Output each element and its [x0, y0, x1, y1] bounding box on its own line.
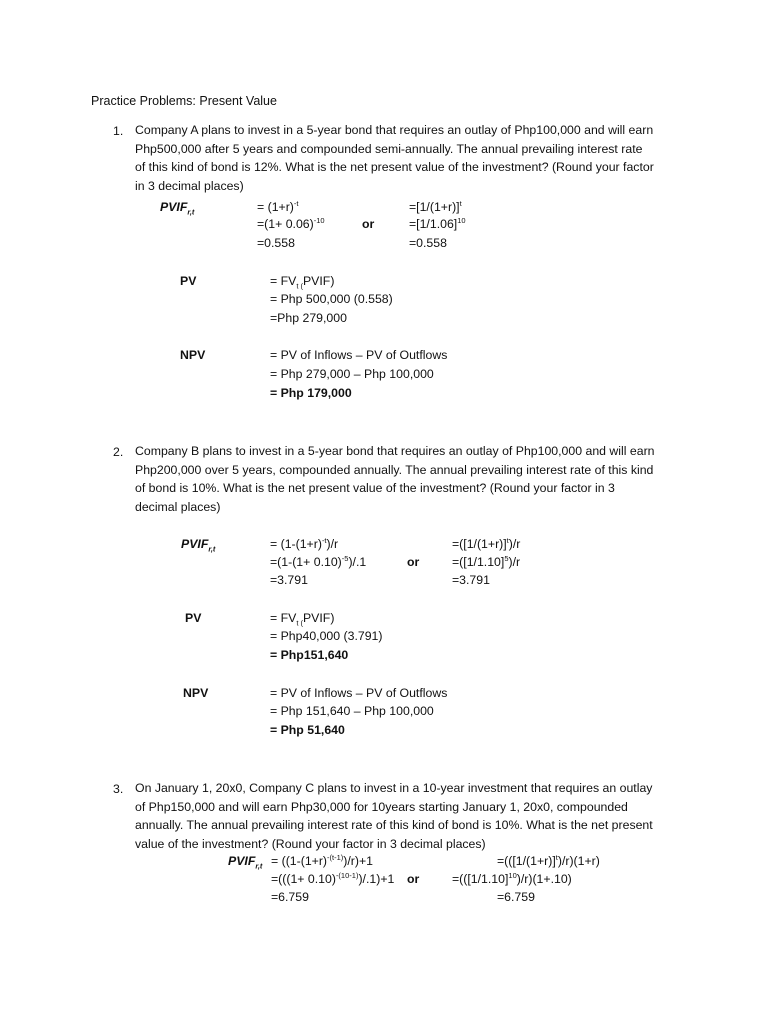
problem-2-pvif-label: $PVIF_{r,t}$ [181, 537, 216, 554]
problem-3-text [135, 779, 653, 853]
problem-1-pv-result: =Php 279,000 [270, 311, 347, 325]
problem-1-number: 1. [113, 124, 124, 138]
problem-3-line-4: value of the investment? (Round your factor in 3 decimal places) [135, 836, 486, 851]
problem-1-pv-formula: = $FV_{t (}PVIF$) [270, 274, 335, 291]
problem-1-pvif-substitution: $=(1+ 0.06)^{-10}$ [257, 215, 325, 231]
problem-1-line-3: of this kind of bond is 12%. What is the net present value of the investment? (Round your factor [135, 160, 654, 174]
problem-2-line-1: Company B plans to invest in a 5-year bond that requires an outlay of Php100,000 and will earn [135, 444, 655, 458]
problem-3-pvif-label: $PVIF_{r,t}$ [228, 854, 263, 871]
problem-2-pvif-alt-substitution: $=([1/1.10]^5)/r$ [452, 553, 521, 569]
problem-1-line-2: Php500,000 after 5 years and compounded semi-annually. The annual prevailing interest rate [135, 141, 643, 156]
problem-3-pvif-formula: = $((1-(1+r)^{-(t-1)})/r)+1$ [271, 852, 374, 868]
problem-1-pvif-result: =0.558 [257, 236, 295, 250]
problem-2-pvif-alt-result: =3.791 [452, 573, 490, 587]
problem-3-number: 3. [113, 782, 124, 796]
problem-3-pvif-alt-substitution: $=(([1/1.10]^{10})/r)(1+.10)$ [452, 870, 572, 886]
problem-1-pv-substitution: = Php 500,000 (0.558) [270, 292, 393, 306]
problem-1-npv-label: NPV [180, 348, 206, 362]
problem-2-number: 2. [113, 445, 124, 459]
problem-1-or: or [362, 217, 375, 231]
problem-2-pv-formula: = $FV_{t (}PVIF$) [270, 611, 335, 628]
problem-1-pvif-label: $PVIF_{r,t}$ [160, 200, 195, 217]
problem-1-line-4: in 3 decimal places) [135, 178, 244, 193]
problem-2-line-3: of bond is 10%. What is the net present value of the investment? (Round your factor in 3 [135, 481, 615, 495]
problem-2-pvif-result: =3.791 [270, 573, 308, 587]
problem-2-pvif-formula: = $(1-(1+r)^{-t})/r$ [270, 535, 339, 551]
problem-1-npv-substitution: = Php 279,000 – Php 100,000 [270, 367, 434, 381]
problem-3-pvif-alt-result: =6.759 [497, 890, 535, 904]
problem-1-pvif-alt-substitution: $=[1/1.06]^{10}$ [409, 215, 466, 231]
problem-3-line-1: On January 1, 20x0, Company C plans to invest in a 10-year investment that requires an outlay [135, 781, 653, 795]
problem-1-pvif-alt-formula: $=[1/(1+r)]^t$ [409, 198, 462, 214]
problem-2-pv-substitution: = Php40,000 (3.791) [270, 629, 383, 643]
problem-3-line-2: of Php150,000 and will earn Php30,000 for 10years starting January 1, 20x0, compounded [135, 799, 628, 814]
problem-1-line-1: Company A plans to invest in a 5-year bond that requires an outlay of Php100,000 and will earn [135, 123, 654, 137]
problem-2-npv-result: = Php 51,640 [270, 723, 345, 737]
problem-3-or: or [407, 872, 420, 886]
problem-2-npv-label: NPV [183, 686, 209, 700]
problem-2-pv-label: PV [185, 611, 202, 625]
problem-1-pvif-formula: = $(1+r)^{-t}$ [257, 198, 299, 214]
problem-2-pvif-substitution: $=(1-(1+ 0.10)^{-5})/.1$ [270, 553, 367, 569]
problem-2-or: or [407, 555, 420, 569]
problem-1-pvif-alt-result: =0.558 [409, 236, 447, 250]
problem-2-npv-substitution: = Php 151,640 – Php 100,000 [270, 704, 434, 718]
problem-2-text [135, 442, 655, 516]
problem-2-line-2: Php200,000 over 5 years, compounded annually. The annual prevailing interest rate of this kind [135, 462, 654, 477]
problem-2-npv-formula: = PV of Inflows – PV of Outflows [270, 686, 448, 700]
problem-2-pv-result: = Php151,640 [270, 648, 349, 662]
problem-1-npv-result: = Php 179,000 [270, 386, 352, 400]
problem-1-pv-label: PV [180, 274, 197, 288]
page-title: Practice Problems: Present Value [91, 94, 277, 108]
problem-3-pvif-alt-formula: $=(([1/(1+r)]^t)/r)(1+r)$ [497, 852, 600, 868]
problem-3-line-3: annually. The annual prevailing interest rate of this kind of bond is 10%. What is the net present [135, 818, 653, 832]
problem-3-pvif-result: =6.759 [271, 890, 309, 904]
problem-2-pvif-alt-formula: $=([1/(1+r)]^t)/r$ [452, 535, 521, 551]
problem-1-text [135, 121, 654, 195]
problem-2-line-4: decimal places) [135, 499, 221, 514]
problem-1-npv-formula: = PV of Inflows – PV of Outflows [270, 348, 448, 362]
problem-3-pvif-substitution: $=(((1+ 0.10)^{-(10-1)})/.1)+1$ [271, 870, 395, 886]
